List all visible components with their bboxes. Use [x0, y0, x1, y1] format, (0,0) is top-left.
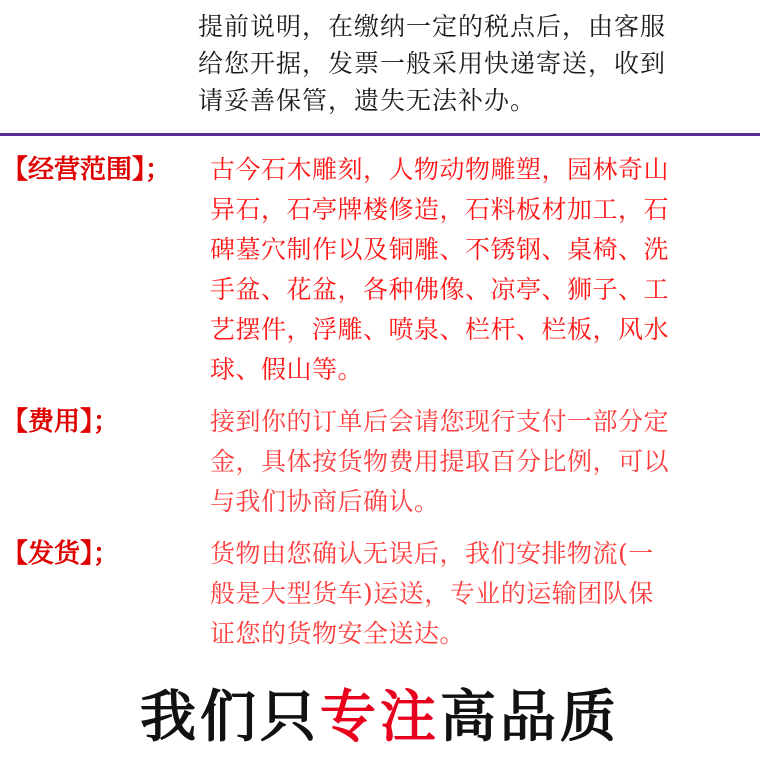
intro-line: 请妥善保管，遗失无法补办。	[198, 86, 537, 115]
sections-container	[0, 136, 760, 654]
section-shipping	[0, 534, 760, 654]
body-line: 艺摆件，浮雕、喷泉、栏杆、栏板，风水	[210, 315, 670, 344]
section-fee	[0, 402, 760, 522]
body-line: 碑墓穴制作以及铜雕、不锈钢、桌椅、洗	[210, 235, 670, 264]
intro-paragraph	[198, 0, 760, 119]
slogan-accent: 专注	[320, 684, 440, 750]
slogan-prefix: 我们只	[140, 684, 320, 750]
section-label: 【发货】；	[2, 539, 120, 569]
slogan-suffix: 高品质	[440, 684, 620, 750]
intro-line: 提前说明，在缴纳一定的税点后，由客服	[198, 12, 667, 41]
section-label: 【费用】；	[2, 407, 120, 437]
section-business-scope	[0, 150, 760, 390]
body-line: 手盆、花盆，各种佛像、凉亭、狮子、工	[210, 275, 670, 304]
footer-slogan	[0, 682, 760, 752]
section-body	[210, 534, 760, 654]
intro-line: 给您开据，发票一般采用快递寄送，收到	[198, 49, 667, 78]
body-line: 古今石木雕刻，人物动物雕塑，园林奇山	[210, 155, 670, 184]
body-line: 货物由您确认无误后，我们安排物流(一	[210, 539, 654, 568]
body-line: 与我们协商后确认。	[210, 487, 440, 516]
body-line: 接到你的订单后会请您现行支付一部分定	[210, 407, 670, 436]
body-line: 金，具体按货物费用提取百分比例，可以	[210, 447, 670, 476]
body-line: 球、假山等。	[210, 355, 364, 384]
body-line: 般是大型货车)运送，专业的运输团队保	[210, 579, 654, 608]
body-line: 证您的货物安全送达。	[210, 619, 466, 648]
body-line: 异石，石亭牌楼修造，石料板材加工，石	[210, 195, 670, 224]
section-label: 【经营范围】；	[2, 155, 172, 185]
section-body	[210, 150, 760, 390]
section-body	[210, 402, 760, 522]
